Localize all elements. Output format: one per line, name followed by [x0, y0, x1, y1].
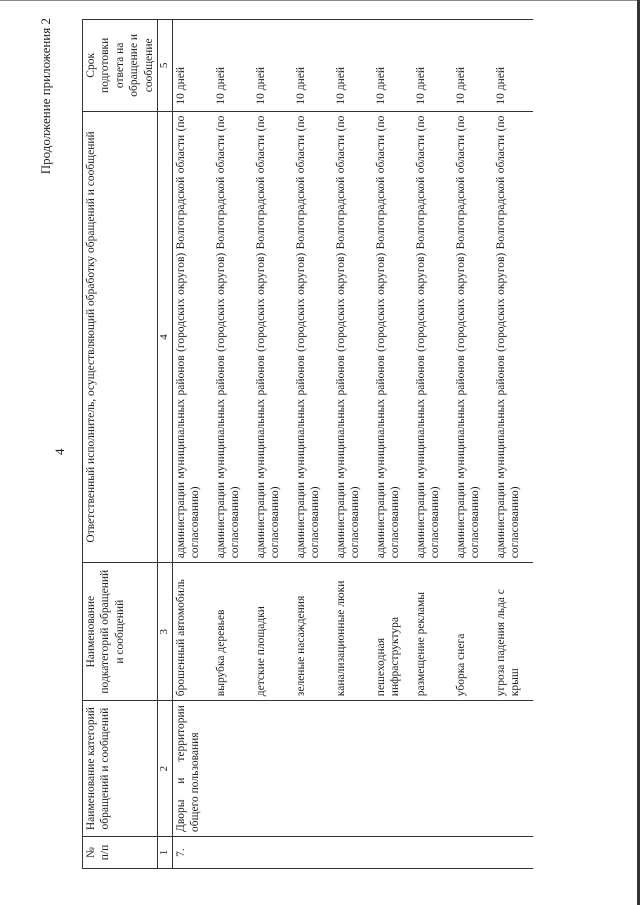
header-row — [83, 20, 158, 869]
table-row — [213, 20, 253, 869]
header-term: Срок подготовки ответа на обращение и сообщение — [83, 20, 158, 112]
section-number: 7. — [172, 836, 213, 868]
executor-text: администрации муниципальных районов (городских округов) Волгоградской области (по согласованию) — [453, 111, 493, 563]
appeals-table — [82, 19, 533, 869]
term-text: 10 дней — [293, 20, 333, 112]
subcategory-name: детские площадки — [253, 563, 293, 701]
subcategory-name: брошенный автомобиль — [172, 563, 213, 701]
executor-text: администрации муниципальных районов (городских округов) Волгоградской области (по согласованию) — [373, 111, 413, 563]
table-row — [413, 20, 453, 869]
page-number: 4 — [52, 448, 67, 455]
executor-text: администрации муниципальных районов (городских округов) Волгоградской области (по согласованию) — [333, 111, 373, 563]
column-number: 2 — [157, 701, 172, 837]
executor-text: администрации муниципальных районов (городских округов) Волгоградской области (по согласованию) — [213, 111, 253, 563]
table-row — [293, 20, 333, 869]
executor-text: администрации муниципальных районов (городских округов) Волгоградской области (по согласованию) — [413, 111, 453, 563]
column-number: 5 — [157, 20, 172, 112]
term-text: 10 дней — [172, 20, 213, 112]
subcategory-name: канализационные люки — [333, 563, 373, 701]
table-row — [453, 20, 493, 869]
subcategory-name: размещение рекламы — [413, 563, 453, 701]
category-name: Дворы и территории общего пользования — [172, 701, 213, 837]
term-text: 10 дней — [253, 20, 293, 112]
column-number: 1 — [157, 836, 172, 868]
executor-text: администрации муниципальных районов (городских округов) Волгоградской области (по согласованию) — [293, 111, 333, 563]
table-row — [253, 20, 293, 869]
term-text: 10 дней — [493, 20, 533, 112]
header-category: Наименование категорий обращений и сообщений — [83, 701, 158, 837]
term-text: 10 дней — [413, 20, 453, 112]
term-text: 10 дней — [333, 20, 373, 112]
term-text: 10 дней — [453, 20, 493, 112]
executor-text: администрации муниципальных районов (городских округов) Волгоградской области (по согласованию) — [493, 111, 533, 563]
subcategory-name: зеленые насаждения — [293, 563, 333, 701]
column-number: 3 — [157, 563, 172, 701]
column-number-row — [157, 20, 172, 869]
header-number: № п/п — [83, 836, 158, 868]
executor-text: администрации муниципальных районов (городских округов) Волгоградской области (по согласованию) — [253, 111, 293, 563]
executor-text: администрации муниципальных районов (городских округов) Волгоградской области (по согласованию) — [172, 111, 213, 563]
table-row — [373, 20, 413, 869]
subcategory-name: угроза падения льда с крыш — [493, 563, 533, 701]
table-row — [493, 20, 533, 869]
subcategory-name: пешеходная инфраструктура — [373, 563, 413, 701]
term-text: 10 дней — [373, 20, 413, 112]
table-row — [172, 20, 213, 869]
column-number: 4 — [157, 111, 172, 563]
appendix-continuation-label: Продолжение приложения 2 — [38, 18, 53, 175]
table-row — [333, 20, 373, 869]
subcategory-name: вырубка деревьев — [213, 563, 253, 701]
subcategory-name: уборка снега — [453, 563, 493, 701]
term-text: 10 дней — [213, 20, 253, 112]
header-subcategory: Наименование подкатегорий обращений и сообщений — [83, 563, 158, 701]
header-executor: Ответственный исполнитель, осуществляющий обработку обращений и сообщений — [83, 111, 158, 563]
